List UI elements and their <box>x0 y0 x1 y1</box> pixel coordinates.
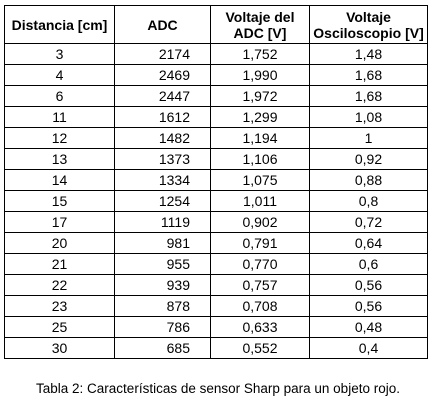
cell-oscilloscope-voltage: 0,48 <box>310 317 428 338</box>
table-header-row <box>5 6 428 44</box>
cell-adc-voltage: 0,757 <box>211 275 310 296</box>
cell-adc: 1612 <box>115 107 211 128</box>
cell-distance: 22 <box>5 275 115 296</box>
cell-distance: 20 <box>5 233 115 254</box>
cell-distance: 4 <box>5 65 115 86</box>
cell-oscilloscope-voltage: 0,4 <box>310 338 428 359</box>
cell-adc-voltage: 1,752 <box>211 44 310 65</box>
header-oscilloscope-voltage-line2: Osciloscopio [V] <box>313 24 424 41</box>
header-oscilloscope-voltage-line1: Voltaje <box>346 8 391 25</box>
cell-distance: 23 <box>5 296 115 317</box>
table-row <box>5 338 428 359</box>
cell-adc: 1254 <box>115 191 211 212</box>
cell-oscilloscope-voltage: 0,6 <box>310 254 428 275</box>
table-row <box>5 296 428 317</box>
table-row <box>5 65 428 86</box>
cell-distance: 12 <box>5 128 115 149</box>
cell-distance: 11 <box>5 107 115 128</box>
cell-adc: 939 <box>115 275 211 296</box>
cell-adc: 1482 <box>115 128 211 149</box>
cell-adc: 955 <box>115 254 211 275</box>
cell-adc: 786 <box>115 317 211 338</box>
header-adc-voltage-line2: ADC [V] <box>233 24 287 41</box>
cell-distance: 30 <box>5 338 115 359</box>
cell-adc-voltage: 0,633 <box>211 317 310 338</box>
table-row <box>5 170 428 191</box>
sensor-data-table <box>4 5 428 359</box>
cell-adc-voltage: 1,194 <box>211 128 310 149</box>
table-row <box>5 107 428 128</box>
cell-distance: 17 <box>5 212 115 233</box>
cell-adc: 981 <box>115 233 211 254</box>
table-row <box>5 317 428 338</box>
cell-oscilloscope-voltage: 0,56 <box>310 296 428 317</box>
table-row <box>5 233 428 254</box>
cell-adc: 1119 <box>115 212 211 233</box>
cell-adc-voltage: 0,791 <box>211 233 310 254</box>
cell-oscilloscope-voltage: 0,56 <box>310 275 428 296</box>
cell-distance: 21 <box>5 254 115 275</box>
table-row <box>5 149 428 170</box>
header-adc <box>115 6 211 44</box>
cell-adc-voltage: 1,011 <box>211 191 310 212</box>
cell-adc: 2174 <box>115 44 211 65</box>
cell-adc: 685 <box>115 338 211 359</box>
cell-oscilloscope-voltage: 0,88 <box>310 170 428 191</box>
cell-adc-voltage: 1,106 <box>211 149 310 170</box>
cell-adc-voltage: 0,770 <box>211 254 310 275</box>
table-row <box>5 44 428 65</box>
header-adc-voltage-line1: Voltaje del <box>225 8 295 25</box>
cell-oscilloscope-voltage: 1,08 <box>310 107 428 128</box>
cell-adc: 878 <box>115 296 211 317</box>
table-body <box>5 44 428 359</box>
cell-oscilloscope-voltage: 1,48 <box>310 44 428 65</box>
cell-adc-voltage: 1,075 <box>211 170 310 191</box>
cell-adc: 1334 <box>115 170 211 191</box>
cell-adc-voltage: 1,990 <box>211 65 310 86</box>
header-oscilloscope-voltage <box>310 6 428 44</box>
cell-adc-voltage: 0,708 <box>211 296 310 317</box>
table-row <box>5 275 428 296</box>
cell-distance: 3 <box>5 44 115 65</box>
cell-adc: 1373 <box>115 149 211 170</box>
cell-oscilloscope-voltage: 0,92 <box>310 149 428 170</box>
table-row <box>5 254 428 275</box>
header-distance-label: Distancia [cm] <box>11 16 108 33</box>
cell-adc-voltage: 1,972 <box>211 86 310 107</box>
cell-distance: 13 <box>5 149 115 170</box>
cell-oscilloscope-voltage: 1,68 <box>310 86 428 107</box>
cell-oscilloscope-voltage: 0,72 <box>310 212 428 233</box>
cell-adc-voltage: 0,552 <box>211 338 310 359</box>
cell-distance: 6 <box>5 86 115 107</box>
header-adc-voltage <box>211 6 310 44</box>
cell-adc-voltage: 1,299 <box>211 107 310 128</box>
header-adc-label: ADC <box>147 16 178 33</box>
cell-adc: 2469 <box>115 65 211 86</box>
table-row <box>5 191 428 212</box>
cell-oscilloscope-voltage: 0,8 <box>310 191 428 212</box>
table-row <box>5 212 428 233</box>
cell-oscilloscope-voltage: 1 <box>310 128 428 149</box>
cell-adc: 2447 <box>115 86 211 107</box>
cell-oscilloscope-voltage: 1,68 <box>310 65 428 86</box>
cell-distance: 15 <box>5 191 115 212</box>
table-row <box>5 86 428 107</box>
cell-adc-voltage: 0,902 <box>211 212 310 233</box>
cell-distance: 14 <box>5 170 115 191</box>
header-distance <box>5 6 115 44</box>
table-row <box>5 128 428 149</box>
cell-oscilloscope-voltage: 0,64 <box>310 233 428 254</box>
table-caption: Tabla 2: Características de sensor Sharp para un objeto rojo. <box>36 381 400 396</box>
cell-distance: 25 <box>5 317 115 338</box>
